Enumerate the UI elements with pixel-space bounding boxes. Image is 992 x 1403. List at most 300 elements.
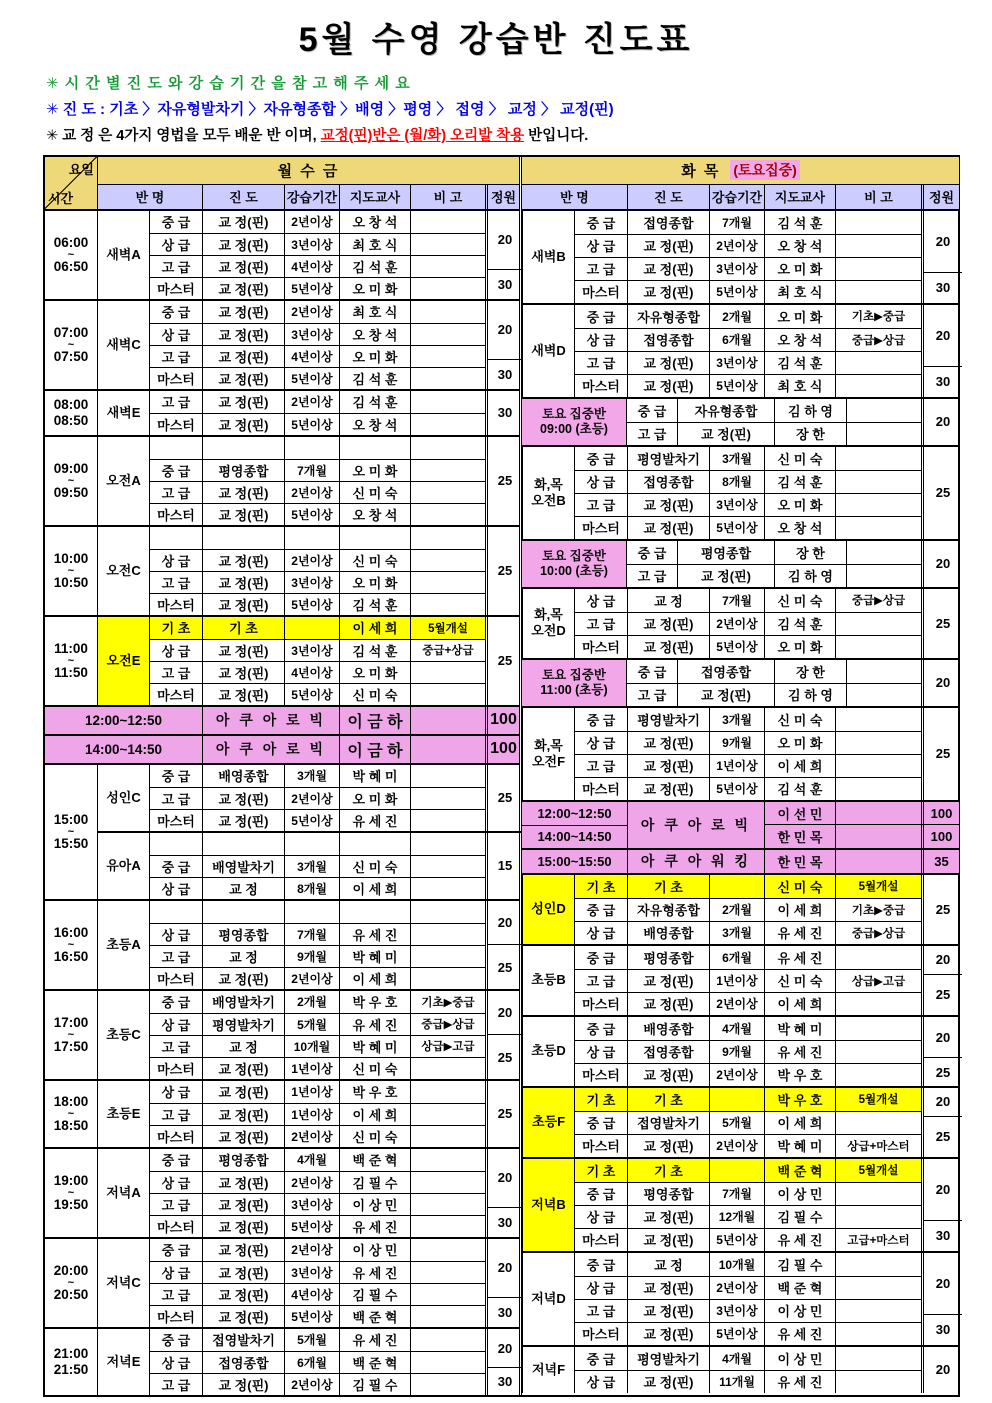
teacher-cell: 유 세 진 <box>764 1229 835 1251</box>
saturday-block <box>522 658 959 706</box>
capacity-column <box>485 1081 522 1147</box>
level-cell: 고 급 <box>574 258 627 280</box>
progress-cell: 접영종합 <box>627 471 709 493</box>
progress-cell: 자유형종합 <box>627 899 709 921</box>
capacity-cell: 20 <box>935 1094 951 1110</box>
capacity-column <box>921 541 962 587</box>
progress-cell: 접영종합 <box>677 660 774 683</box>
schedule-row <box>149 967 485 989</box>
teacher-cell: 오 미 화 <box>339 662 410 683</box>
teacher-cell: 신 미 숙 <box>339 1126 410 1147</box>
progress-cell: 교 정(핀) <box>677 565 774 587</box>
teacher-cell: 이 상 민 <box>339 1239 410 1261</box>
time-block <box>45 763 519 899</box>
progress-cell: 교 정 <box>627 1253 709 1276</box>
note-correction-prefix: ✳ 교 정 은 4가지 영법을 모두 배운 반 이며, <box>46 127 321 144</box>
groups-wrap <box>522 875 962 944</box>
schedule-row <box>149 367 485 389</box>
class-rows <box>574 211 921 303</box>
groups-wrap <box>522 211 962 303</box>
progress-cell: 교 정(핀) <box>627 613 709 635</box>
capacity-column <box>485 391 522 435</box>
note-cell <box>835 211 921 234</box>
note-cell: 중급▶상급 <box>410 1014 485 1035</box>
col-header-teacher: 지도교사 <box>339 185 410 209</box>
level-cell: 마스터 <box>149 368 202 389</box>
progress-cell: 교 정(핀) <box>627 235 709 257</box>
schedule-row <box>149 923 485 945</box>
right-table-body <box>522 211 959 1393</box>
level-cell: 고 급 <box>149 1194 202 1215</box>
progress-cell: 교 정(핀) <box>202 482 284 503</box>
schedule-row <box>149 683 485 705</box>
time-line: 10:50 <box>53 574 89 590</box>
class-group <box>97 991 522 1079</box>
time-cell <box>45 437 97 525</box>
period-cell: 12개월 <box>709 1206 764 1228</box>
time-range-label: 12:00~12:50 <box>537 805 612 821</box>
teacher-cell: 최 호 식 <box>339 301 410 323</box>
class-name-line: 오전F <box>531 753 566 769</box>
progress-cell: 교 정(핀) <box>202 234 284 255</box>
class-group <box>97 301 522 389</box>
period-cell: 2년이상 <box>284 482 339 503</box>
class-block <box>522 873 959 944</box>
teacher-cell: 백 준 혁 <box>339 1352 410 1373</box>
schedule-row <box>149 1103 485 1125</box>
progress-cell: 교 정(핀) <box>202 278 284 299</box>
class-group <box>97 765 522 831</box>
period-cell <box>284 527 339 549</box>
capacity-column <box>485 437 522 525</box>
class-name-cell <box>522 1017 574 1086</box>
capacity-cell: 20 <box>935 1362 951 1378</box>
class-group <box>522 1088 962 1157</box>
schedule-row <box>149 787 485 809</box>
period-cell: 9개월 <box>284 946 339 967</box>
capacity-column <box>485 1239 522 1327</box>
schedule-row <box>574 921 921 944</box>
schedule-row <box>627 399 921 422</box>
progress-cell: 교 정(핀) <box>627 636 709 658</box>
period-cell: 5년이상 <box>284 810 339 831</box>
progress-cell: 교 정(핀) <box>202 391 284 413</box>
capacity-column <box>485 901 522 989</box>
period-cell: 2년이상 <box>709 613 764 635</box>
period-cell: 6개월 <box>709 329 764 351</box>
time-line: 09:00 <box>53 460 89 476</box>
saturday-label-line: 토요 집중반 <box>542 667 606 682</box>
schedule-row <box>149 1239 485 1261</box>
note-cell <box>835 235 921 257</box>
level-cell: 중 급 <box>574 1112 627 1134</box>
left-table-body <box>45 211 519 1395</box>
period-cell: 1년이상 <box>709 970 764 992</box>
teacher-cell: 신 미 숙 <box>764 970 835 992</box>
note-cell <box>846 684 921 706</box>
class-group <box>522 1017 962 1086</box>
teacher-cell: 오 미 화 <box>764 305 835 328</box>
capacity-column <box>485 991 522 1079</box>
schedule-row <box>574 1205 921 1228</box>
note-cell <box>410 572 485 593</box>
capacity-column <box>485 833 522 899</box>
class-name-cell <box>97 833 149 899</box>
period-cell: 2년이상 <box>709 1064 764 1086</box>
teacher-cell <box>339 437 410 459</box>
progress-cell: 기 초 <box>627 1159 709 1182</box>
level-cell: 상 급 <box>574 235 627 257</box>
schedule-row <box>574 351 921 374</box>
level-cell: 마스터 <box>149 1126 202 1147</box>
note-cell <box>835 1064 921 1086</box>
capacity-cell: 30 <box>924 1220 962 1251</box>
time-range-label: 12:00~12:50 <box>85 712 162 728</box>
capacity-cell: 30 <box>924 1314 962 1345</box>
note-cell <box>410 278 485 299</box>
col-header-progress: 진 도 <box>627 185 709 209</box>
period-cell: 4년이상 <box>284 1284 339 1305</box>
time-cell <box>45 391 97 435</box>
progress-cell: 교 정(핀) <box>627 1300 709 1322</box>
class-group <box>97 831 522 899</box>
class-rows <box>149 301 485 389</box>
time-line: 08:00 <box>53 396 89 412</box>
level-cell: 중 급 <box>149 1239 202 1261</box>
capacity-cell: 25 <box>935 485 951 501</box>
progress-cell: 교 정(핀) <box>202 788 284 809</box>
progress-cell: 교 정(핀) <box>627 1277 709 1299</box>
period-cell: 7개월 <box>709 1183 764 1205</box>
level-cell: 중 급 <box>574 899 627 921</box>
capacity-column <box>921 305 962 397</box>
mon-wed-fri-table <box>45 157 519 1395</box>
class-name-cell <box>97 437 149 525</box>
level-cell: 상 급 <box>149 234 202 255</box>
progress-cell: 교 정(핀) <box>627 1135 709 1157</box>
groups-wrap <box>97 901 522 989</box>
groups-wrap <box>97 437 522 525</box>
class-rows <box>574 589 921 658</box>
teacher-cell: 신 미 숙 <box>339 1058 410 1079</box>
capacity-column <box>921 211 962 303</box>
note-cell <box>410 1306 485 1327</box>
note-cell <box>410 527 485 549</box>
program-cell: 아 쿠 아 워 킹 <box>627 850 764 873</box>
note-cell: 중급+상급 <box>410 640 485 661</box>
schedule-row <box>149 661 485 683</box>
class-block <box>522 211 959 303</box>
progress-cell: 교 정(핀) <box>202 640 284 661</box>
note-cell: 기초▶중급 <box>835 305 921 328</box>
saturday-label <box>522 541 627 587</box>
groups-wrap <box>522 1159 962 1251</box>
teacher-cell: 김 석 훈 <box>764 471 835 493</box>
groups-wrap <box>522 305 962 397</box>
level-cell: 마스터 <box>574 636 627 658</box>
note-cell <box>835 1277 921 1299</box>
class-group <box>522 589 962 658</box>
time-line: 21:00 <box>53 1345 89 1361</box>
class-name-cell <box>522 589 574 658</box>
col-header-capacity: 정원 <box>485 185 519 209</box>
class-name-cell <box>522 211 574 303</box>
period-cell: 1년이상 <box>284 1081 339 1103</box>
note-cell <box>846 660 921 683</box>
schedule-table <box>43 155 960 1397</box>
time-line: 09:50 <box>53 484 89 500</box>
class-rows <box>574 1159 921 1251</box>
progress-cell: 교 정(핀) <box>627 375 709 397</box>
schedule-row <box>149 1171 485 1193</box>
class-group <box>97 437 522 525</box>
schedule-row <box>149 1329 485 1351</box>
teacher-cell: 이 세 희 <box>339 1104 410 1125</box>
level-cell: 상 급 <box>574 471 627 493</box>
class-name-line: 오전B <box>531 492 566 508</box>
class-group <box>97 901 522 989</box>
level-cell: 중 급 <box>574 211 627 234</box>
period-cell: 3년이상 <box>284 324 339 345</box>
progress-cell: 교 정(핀) <box>677 684 774 706</box>
note-cell: 중급▶상급 <box>835 922 921 944</box>
class-name-cell <box>97 617 149 705</box>
progress-cell: 배영종합 <box>627 922 709 944</box>
teacher-cell: 박 혜 미 <box>764 1135 835 1157</box>
teacher-cell: 유 세 진 <box>764 946 835 969</box>
capacity-cell: 15 <box>497 858 513 874</box>
class-block <box>522 1345 959 1393</box>
level-cell: 중 급 <box>574 946 627 969</box>
teacher-cell: 신 미 숙 <box>339 856 410 877</box>
teacher-cell: 장 한 <box>774 423 846 445</box>
class-rows <box>574 1347 921 1393</box>
level-cell: 마스터 <box>574 375 627 397</box>
note-cell <box>410 901 485 923</box>
teacher-cell: 이 상 민 <box>764 1183 835 1205</box>
progress-cell: 교 정(핀) <box>627 993 709 1015</box>
level-cell: 중 급 <box>149 211 202 233</box>
class-rows <box>627 399 921 445</box>
level-cell: 마스터 <box>149 504 202 525</box>
saturday-label-line: 11:00 (초등) <box>540 682 608 697</box>
class-name-line: 초등A <box>106 936 141 952</box>
schedule-row <box>149 617 485 639</box>
saturday-label <box>522 399 627 445</box>
schedule-row <box>149 481 485 503</box>
note-cell <box>835 258 921 280</box>
level-cell: 기 초 <box>574 1159 627 1182</box>
note-cell <box>835 1323 921 1345</box>
class-rows <box>149 1329 485 1395</box>
schedule-row <box>574 1299 921 1322</box>
note-cell <box>835 1300 921 1322</box>
class-name-cell <box>522 875 574 944</box>
capacity-cell: 20 <box>935 1181 951 1197</box>
teacher-cell: 신 미 숙 <box>764 875 835 898</box>
time-cell <box>45 1081 97 1147</box>
note-cell <box>835 1183 921 1205</box>
level-cell <box>149 437 202 459</box>
schedule-row <box>574 1017 921 1040</box>
time-line: ~ <box>67 248 75 261</box>
saturday-label-line: 토요 집중반 <box>542 548 606 563</box>
schedule-row <box>149 345 485 367</box>
aqua-rows <box>764 802 959 848</box>
time-line: ~ <box>67 1028 75 1041</box>
class-name-line: 저녁B <box>531 1196 566 1212</box>
level-cell <box>149 527 202 549</box>
period-cell: 7개월 <box>709 211 764 234</box>
capacity-cell: 20 <box>935 327 951 343</box>
class-group <box>522 1253 962 1345</box>
note-cell <box>410 324 485 345</box>
note-cell <box>846 399 921 422</box>
level-cell: 중 급 <box>637 545 667 561</box>
note-cell <box>835 1371 921 1393</box>
note-cell <box>410 301 485 323</box>
time-line: 17:00 <box>53 1014 89 1030</box>
period-cell: 7개월 <box>284 924 339 945</box>
class-name-line: 화,목 <box>534 607 563 623</box>
class-group <box>97 527 522 615</box>
level-cell: 상 급 <box>149 640 202 661</box>
level-cell: 고 급 <box>149 1374 202 1395</box>
note-correction-red: 교정(핀)반은 (월/화) 오리발 착용 <box>320 127 525 144</box>
note-cell <box>410 234 485 255</box>
progress-cell: 교 정(핀) <box>202 1194 284 1215</box>
period-cell: 2년이상 <box>284 1126 339 1147</box>
class-name-cell <box>97 527 149 615</box>
time-cell <box>45 1329 97 1395</box>
level-cell: 중 급 <box>637 403 667 419</box>
progress-cell: 교 정(핀) <box>627 517 709 539</box>
period-cell: 5개월 <box>284 1014 339 1035</box>
schedule-row <box>149 301 485 323</box>
level-cell: 고 급 <box>149 482 202 503</box>
time-cell <box>45 901 97 989</box>
class-name-line: 오전D <box>531 623 566 639</box>
class-name-cell <box>522 708 574 800</box>
groups-wrap <box>97 527 522 615</box>
note-cell <box>410 256 485 277</box>
time-line: ~ <box>67 938 75 951</box>
teacher-cell: 이 상 민 <box>764 1347 835 1370</box>
note-cell <box>410 1081 485 1103</box>
note-cell <box>846 565 921 587</box>
period-cell: 2년이상 <box>284 1172 339 1193</box>
note-cell <box>410 662 485 683</box>
time-line: 07:50 <box>53 348 89 364</box>
period-cell: 6개월 <box>709 946 764 969</box>
level-cell: 마스터 <box>574 1064 627 1086</box>
schedule-row <box>574 1040 921 1063</box>
level-cell: 중 급 <box>574 708 627 731</box>
time-line: ~ <box>67 1276 75 1289</box>
capacity-column <box>921 399 962 445</box>
period-cell: 3년이상 <box>284 572 339 593</box>
progress-cell: 교 정(핀) <box>627 970 709 992</box>
class-rows <box>149 991 485 1079</box>
class-rows <box>627 541 921 587</box>
schedule-row <box>149 503 485 525</box>
period-cell: 7개월 <box>709 589 764 612</box>
left-header <box>45 157 519 211</box>
time-line: 20:50 <box>53 1286 89 1302</box>
progress-cell: 교 정(핀) <box>202 1374 284 1395</box>
class-rows <box>574 875 921 944</box>
note-cell <box>410 707 485 734</box>
col-header-teacher: 지도교사 <box>764 185 835 209</box>
teacher-cell: 김 석 훈 <box>764 352 835 374</box>
progress-cell: 교 정(핀) <box>202 1104 284 1125</box>
time-line: 16:00 <box>53 924 89 940</box>
capacity-cell: 30 <box>497 405 513 421</box>
schedule-row <box>574 1182 921 1205</box>
teacher-cell: 유 세 진 <box>339 1216 410 1237</box>
groups-wrap <box>522 1347 962 1393</box>
capacity-column <box>921 660 962 706</box>
period-cell: 3년이상 <box>284 640 339 661</box>
level-cell: 중 급 <box>574 1253 627 1276</box>
groups-wrap <box>97 765 522 899</box>
teacher-cell: 박 혜 미 <box>339 1036 410 1057</box>
teacher-cell: 박 우 호 <box>339 1081 410 1103</box>
class-name-cell <box>97 391 149 435</box>
level-cell: 중 급 <box>149 991 202 1013</box>
note-cell <box>410 1149 485 1171</box>
period-cell: 3년이상 <box>284 234 339 255</box>
capacity-cell: 35 <box>921 850 959 873</box>
period-cell: 5년이상 <box>284 1306 339 1327</box>
teacher-cell: 이 금 하 <box>339 707 410 734</box>
progress-cell: 교 정(핀) <box>202 572 284 593</box>
schedule-row <box>574 257 921 280</box>
schedule-row <box>574 305 921 328</box>
progress-cell: 교 정(핀) <box>202 1172 284 1193</box>
schedule-row <box>574 731 921 754</box>
note-cell <box>410 1284 485 1305</box>
teacher-cell: 오 미 화 <box>339 278 410 299</box>
schedule-row <box>149 1305 485 1327</box>
note-cell: 5월개설 <box>835 875 921 898</box>
capacity-cell: 25 <box>497 790 513 806</box>
level-cell: 마스터 <box>149 594 202 615</box>
note-cell <box>410 736 485 763</box>
class-name-cell <box>97 1081 149 1147</box>
schedule-row <box>574 1159 921 1182</box>
period-cell: 2개월 <box>709 899 764 921</box>
note-cell <box>410 1194 485 1215</box>
schedule-row <box>149 1215 485 1237</box>
class-name-line: 화,목 <box>534 476 563 492</box>
note-cell <box>835 850 921 873</box>
schedule-row <box>149 1261 485 1283</box>
schedule-row <box>149 991 485 1013</box>
level-cell: 고 급 <box>149 346 202 367</box>
progress-cell: 교 정(핀) <box>202 256 284 277</box>
note-cell: 5월개설 <box>835 1159 921 1182</box>
saturday-focus-note: (토요집중) <box>730 160 799 180</box>
capacity-cell: 25 <box>935 615 951 631</box>
note-cell <box>410 856 485 877</box>
time-block <box>45 389 519 435</box>
progress-cell: 접영발차기 <box>202 1329 284 1351</box>
progress-cell <box>202 527 284 549</box>
class-name-cell <box>97 901 149 989</box>
teacher-cell: 최 호 식 <box>764 375 835 397</box>
groups-wrap <box>97 991 522 1079</box>
